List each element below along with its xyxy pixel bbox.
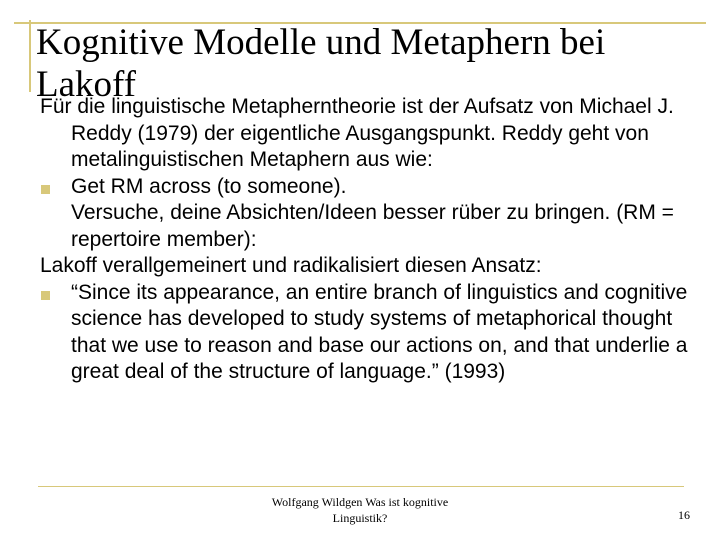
square-bullet-icon — [41, 185, 50, 194]
bullet-item-get-rm-across — [40, 174, 690, 201]
slide-body — [40, 94, 690, 386]
page-number: 16 — [678, 508, 690, 522]
square-bullet-icon — [41, 291, 50, 300]
intro-paragraph: Für die linguistische Metapherntheorie ist der Aufsatz von Michael J. Reddy (1979) der eigentliche Ausgangspunkt. Reddy geht von metalinguistischen Metaphern aus wie: — [40, 95, 674, 171]
footer-caption: Wolfgang Wildgen Was ist kognitive Linguistik? — [271, 495, 449, 525]
bullet-item-quote — [40, 280, 690, 386]
slide-title: Kognitive Modelle und Metaphern bei Lakoff — [36, 22, 606, 105]
lakoff-paragraph: Lakoff verallgemeinert und radikalisiert diesen Ansatz: — [40, 254, 542, 277]
footer-divider — [38, 486, 684, 487]
title-frame-vertical-line — [29, 20, 31, 92]
translation-paragraph: Versuche, deine Absichten/Ideen besser rüber zu bringen. (RM = repertoire member): — [71, 201, 674, 251]
bullet-item-text: Get RM across (to someone). — [71, 174, 347, 198]
quote-text: “Since its appearance, an entire branch of linguistics and cognitive science has developed to study systems of metaphorical thought that we use to reason and base our actions on, and that underlie a great deal of the structure of language.” (1993) — [71, 280, 688, 383]
